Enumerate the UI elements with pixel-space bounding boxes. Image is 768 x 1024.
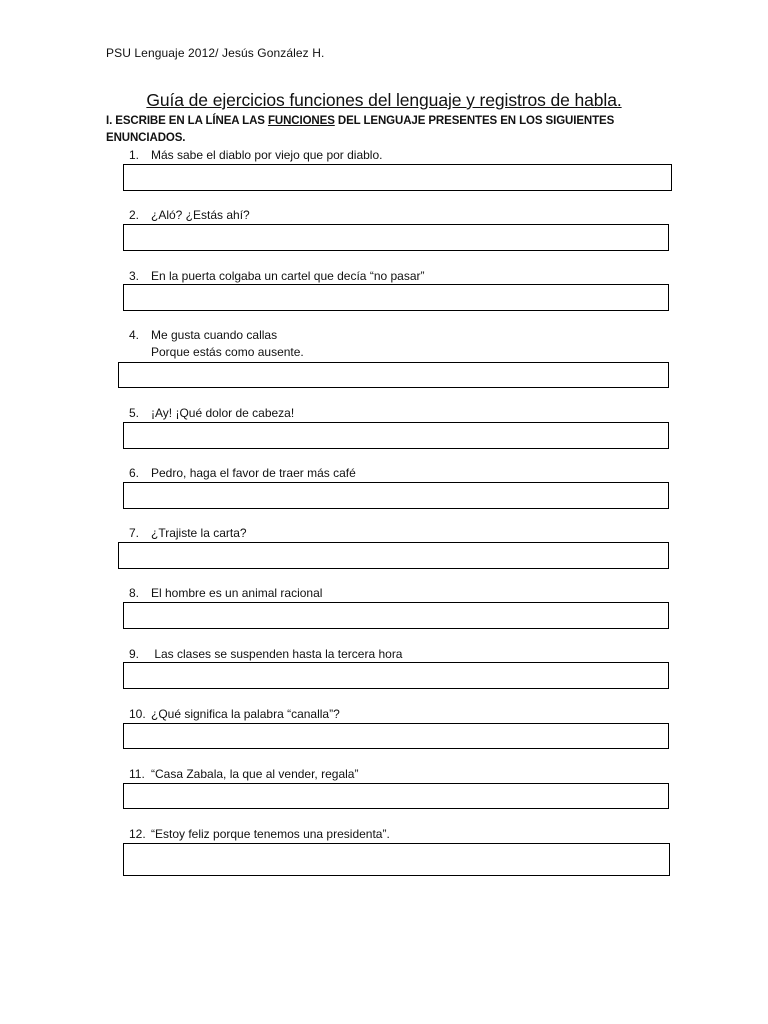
answer-box[interactable] (123, 723, 669, 749)
document-header: PSU Lenguaje 2012/ Jesús González H. (106, 46, 325, 60)
exercise-number: 8. (129, 586, 140, 600)
exercise-item (129, 327, 304, 361)
exercise-number: 10. (129, 707, 146, 721)
exercise-number: 1. (129, 148, 140, 162)
instruction-part1: I. ESCRIBE EN LA LÍNEA LAS (106, 115, 268, 127)
exercise-text: “Estoy feliz porque tenemos una presidenta”. (151, 827, 390, 841)
instruction-part2: DEL LENGUAJE PRESENTES EN LOS SIGUIENTES ENUNCIADOS. (106, 115, 615, 144)
exercise-text: En la puerta colgaba un cartel que decía “no pasar” (151, 269, 425, 283)
exercise-item (129, 706, 340, 723)
exercise-number: 9. (129, 647, 140, 661)
exercise-number: 2. (129, 208, 140, 222)
answer-box[interactable] (123, 284, 669, 311)
exercise-text: ¿Aló? ¿Estás ahí? (151, 208, 250, 222)
answer-box[interactable] (123, 602, 669, 629)
exercise-number: 5. (129, 406, 140, 420)
exercise-item (129, 585, 322, 602)
exercise-text: ¡Ay! ¡Qué dolor de cabeza! (151, 406, 295, 420)
exercise-item (129, 646, 402, 663)
exercise-text: El hombre es un animal racional (151, 586, 323, 600)
answer-box[interactable] (123, 422, 669, 449)
exercise-text: Más sabe el diablo por viejo que por diablo. (151, 148, 383, 162)
document-title: Guía de ejercicios funciones del lenguaje y registros de habla. (146, 90, 622, 110)
answer-box[interactable] (123, 224, 669, 251)
answer-box[interactable] (118, 362, 669, 388)
exercise-item (129, 207, 250, 224)
exercise-item (129, 268, 425, 285)
answer-box[interactable] (118, 542, 669, 569)
exercise-item (129, 405, 294, 422)
exercise-text: Me gusta cuando callas (151, 328, 278, 342)
exercise-item (129, 766, 358, 783)
exercise-number: 12. (129, 827, 146, 841)
exercise-text: “Casa Zabala, la que al vender, regala” (151, 767, 359, 781)
instruction-text (106, 113, 646, 147)
exercise-number: 3. (129, 269, 140, 283)
exercise-text: ¿Qué significa la palabra “canalla”? (151, 707, 340, 721)
exercise-item (129, 147, 382, 164)
answer-box[interactable] (123, 662, 669, 689)
exercise-number: 6. (129, 466, 140, 480)
exercise-item (129, 525, 247, 542)
exercise-number: 7. (129, 526, 140, 540)
exercise-item (129, 465, 356, 482)
instruction-underlined-word: FUNCIONES (267, 115, 335, 127)
exercise-text: Pedro, haga el favor de traer más café (151, 466, 356, 480)
exercise-text-line2: Porque estás como ausente. (151, 345, 304, 359)
exercise-text: Las clases se suspenden hasta la tercera hora (151, 647, 403, 661)
exercise-text: ¿Trajiste la carta? (151, 526, 247, 540)
answer-box[interactable] (123, 482, 669, 509)
answer-box[interactable] (123, 843, 670, 876)
answer-box[interactable] (123, 783, 669, 809)
answer-box[interactable] (123, 164, 672, 191)
exercise-number: 11. (129, 767, 145, 781)
exercise-number: 4. (129, 328, 140, 342)
exercise-item (129, 826, 390, 843)
